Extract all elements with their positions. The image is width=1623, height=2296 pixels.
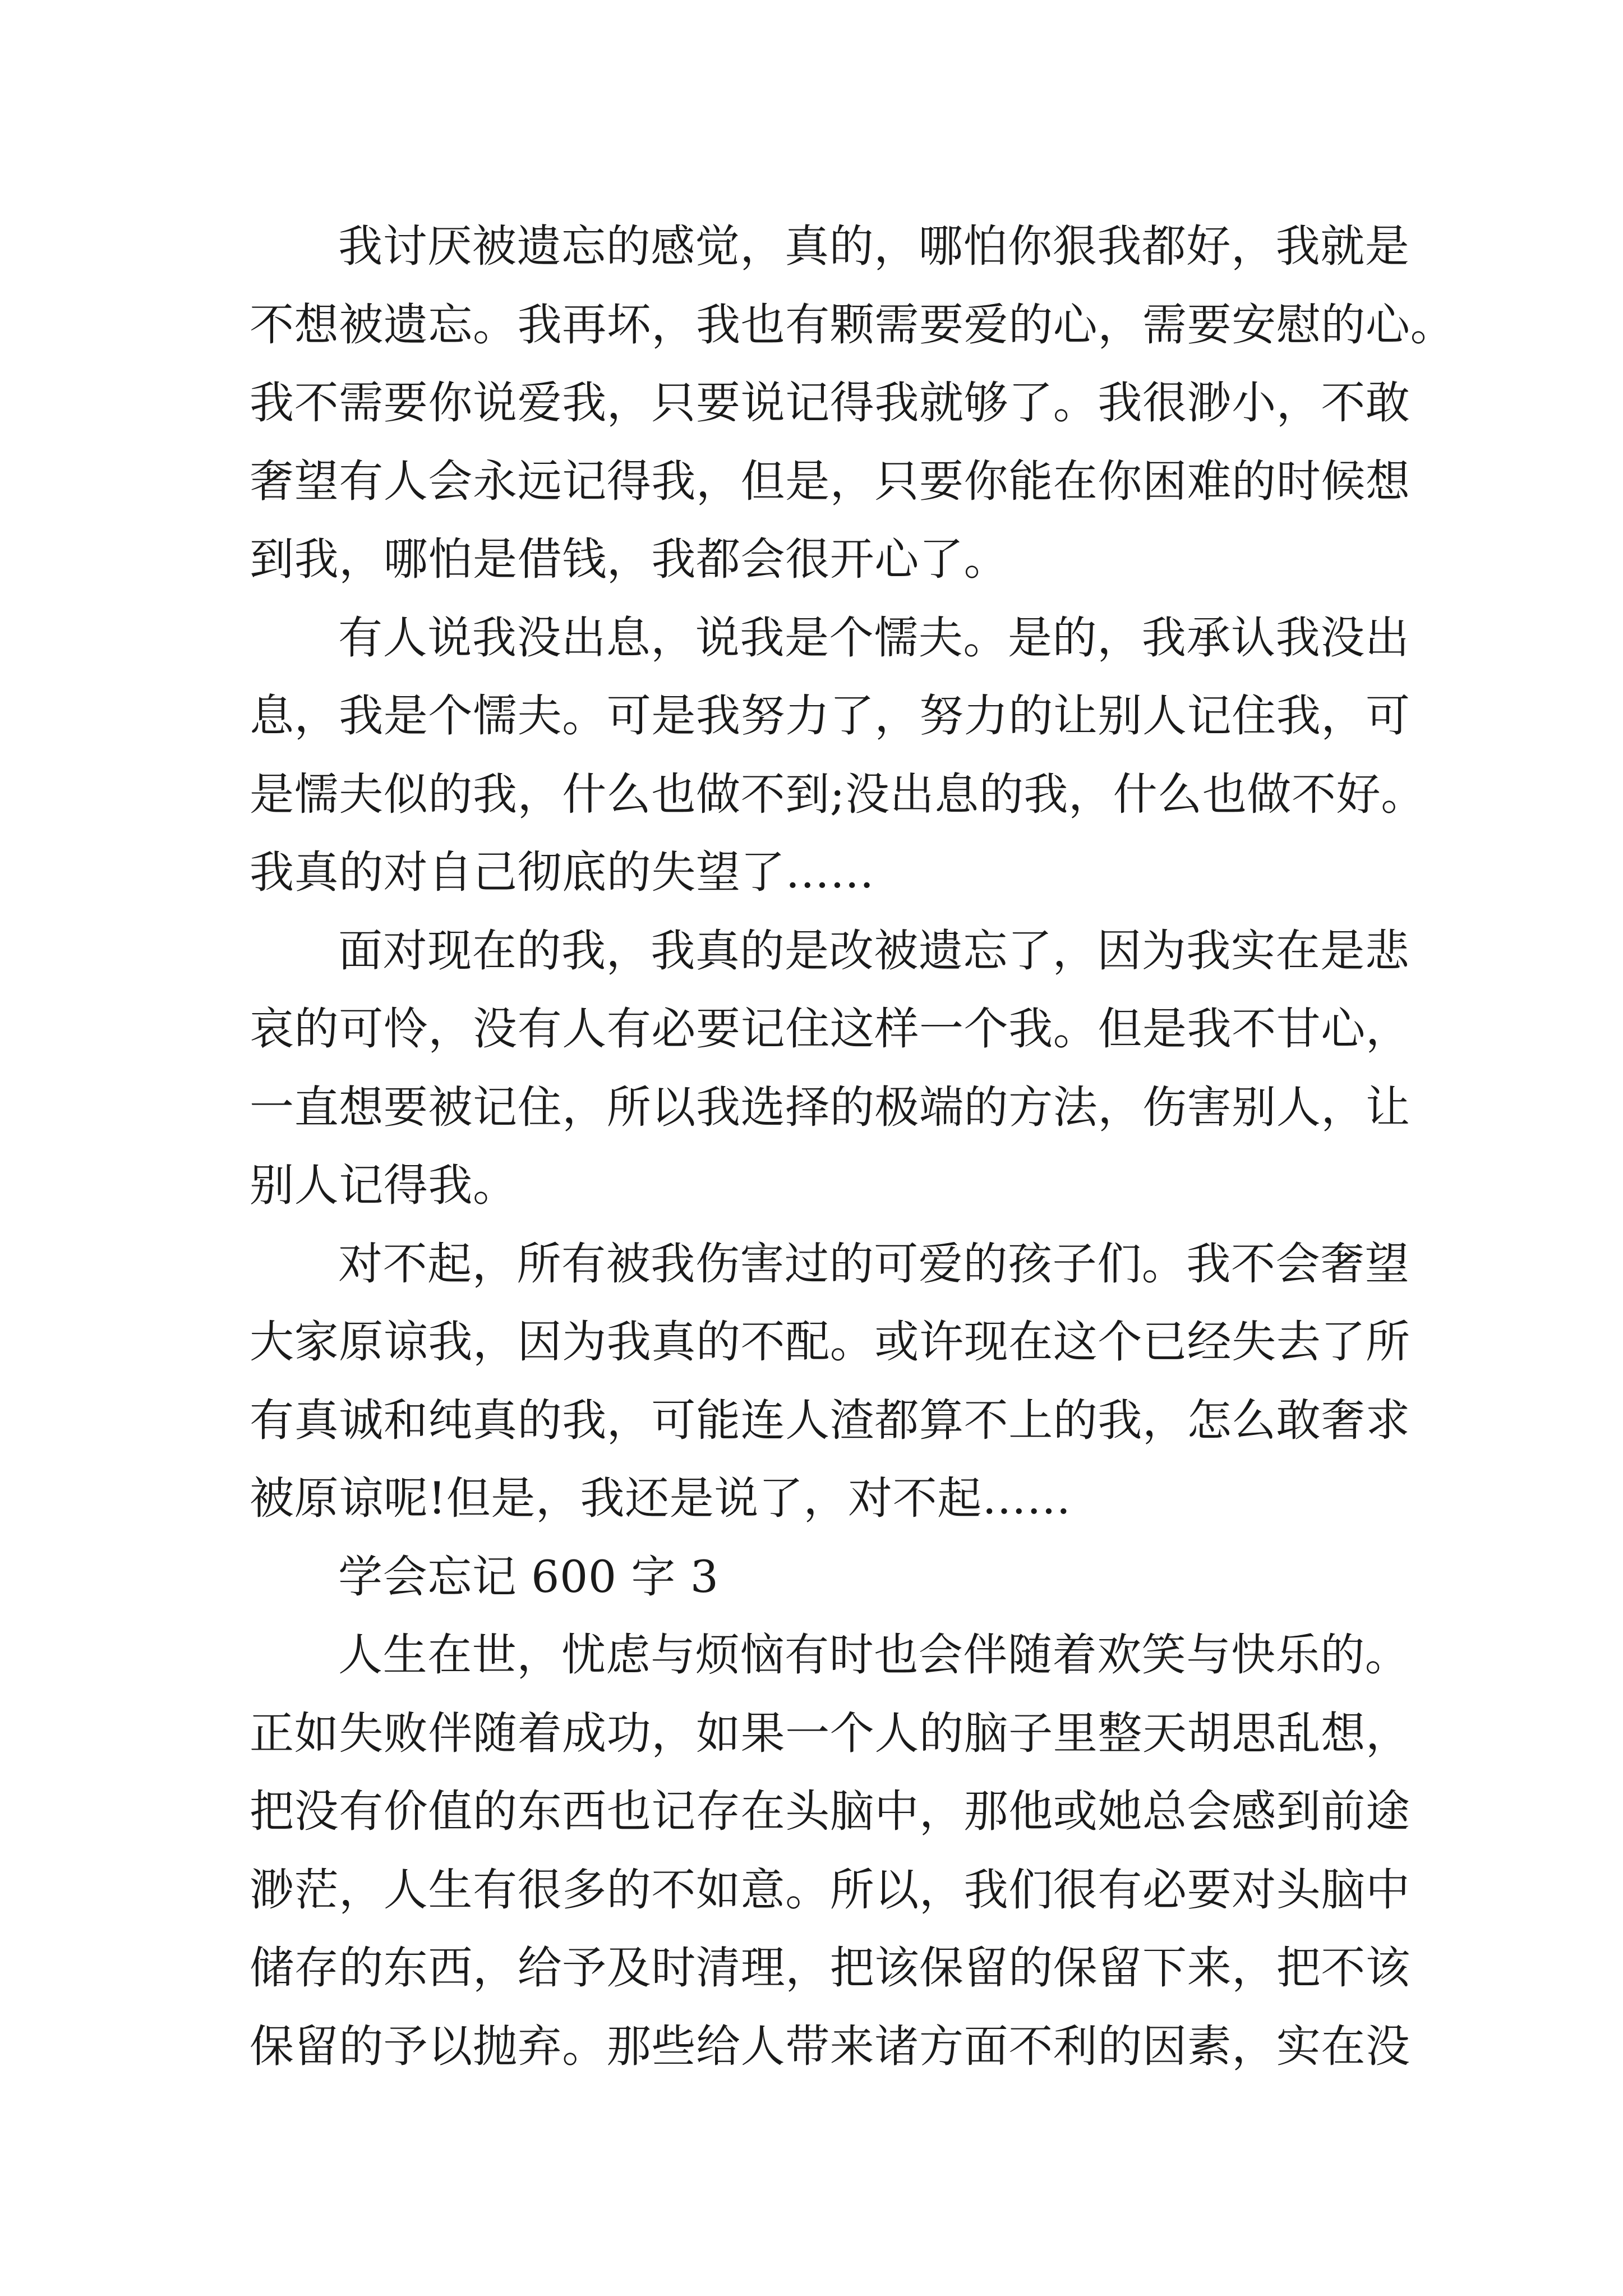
text-line: 保留的予以抛弃。那些给人带来诸方面不利的因素，实在没 xyxy=(250,2020,1410,2072)
text-line: 有真诚和纯真的我，可能连人渣都算不上的我，怎么敢奢求 xyxy=(250,1394,1410,1446)
text-line: 我不需要你说爱我，只要说记得我就够了。我很渺小，不敢 xyxy=(250,377,1410,429)
text-line: 一直想要被记住，所以我选择的极端的方法，伤害别人，让 xyxy=(250,1081,1410,1133)
text-line: 大家原谅我，因为我真的不配。或许现在这个已经失去了所 xyxy=(250,1316,1410,1368)
text-line: 是懦夫似的我，什么也做不到;没出息的我，什么也做不好。 xyxy=(250,768,1426,820)
text-line: 我真的对自己彻底的失望了…… xyxy=(250,846,875,898)
text-line: 面对现在的我，我真的是改被遗忘了，因为我实在是悲 xyxy=(338,924,1410,977)
text-line: 息，我是个懦夫。可是我努力了，努力的让别人记住我，可 xyxy=(250,690,1410,742)
text-line: 不想被遗忘。我再坏，我也有颗需要爱的心，需要安慰的心。 xyxy=(250,298,1455,351)
text-line: 到我，哪怕是借钱，我都会很开心了。 xyxy=(250,533,1009,585)
text-line: 有人说我没出息，说我是个懦夫。是的，我承认我没出 xyxy=(338,611,1410,664)
text-line: 被原谅呢!但是，我还是说了，对不起…… xyxy=(250,1473,1072,1524)
text-line: 把没有价值的东西也记存在头脑中，那他或她总会感到前途 xyxy=(250,1786,1410,1837)
text-line: 奢望有人会永远记得我，但是，只要你能在你困难的时候想 xyxy=(250,455,1410,507)
text-line: 别人记得我。 xyxy=(250,1159,518,1211)
text-line: 人生在世，忧虑与烦恼有时也会伴随着欢笑与快乐的。 xyxy=(338,1629,1410,1681)
text-line: 我讨厌被遗忘的感觉，真的，哪怕你狠我都好，我就是 xyxy=(338,220,1410,272)
text-line: 对不起，所有被我伤害过的可爱的孩子们。我不会奢望 xyxy=(338,1237,1410,1290)
text-line: 正如失败伴随着成功，如果一个人的脑子里整天胡思乱想， xyxy=(250,1707,1410,1759)
text-line: 哀的可怜，没有人有必要记住这样一个我。但是我不甘心， xyxy=(250,1003,1410,1055)
body-text xyxy=(250,208,1455,2086)
text-line: 储存的东西，给予及时清理，把该保留的保留下来，把不该 xyxy=(250,1942,1410,1994)
section-heading: 学会忘记 600 字 3 xyxy=(338,1550,719,1603)
text-line: 渺茫，人生有很多的不如意。所以，我们很有必要对头脑中 xyxy=(250,1864,1410,1916)
